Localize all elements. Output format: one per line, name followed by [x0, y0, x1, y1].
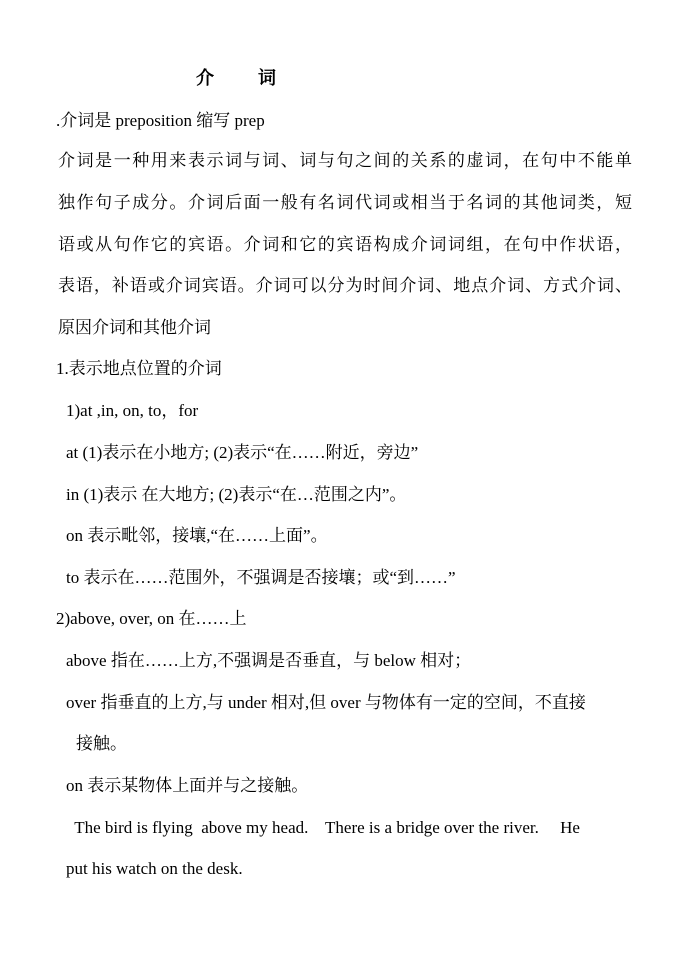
- list-item: above 指在……上方,不强调是否垂直，与 below 相对；: [66, 651, 472, 670]
- section-heading: 1.表示地点位置的介词: [56, 359, 222, 378]
- subsection-1-heading: 1)at ,in, on, to，for: [66, 401, 199, 420]
- definition-line-3: 语或从句作它的宾语。介词和它的宾语构成介词词组，在句中作状语，: [58, 235, 632, 254]
- example-line-1: The bird is flying above my head. There is a bridge over the river. He: [66, 818, 580, 837]
- definition-line-4: 表语，补语或介词宾语。介词可以分为时间介词、地点介词、方式介词、: [58, 276, 632, 295]
- list-item: over 指垂直的上方,与 under 相对,但 over 与物体有一定的空间，不直接: [66, 693, 586, 712]
- list-item: 接触。: [76, 734, 127, 753]
- intro-line: .介词是 preposition 缩写 prep: [56, 111, 265, 130]
- list-item: at (1)表示在小地方; (2)表示“在……附近，旁边”: [66, 443, 419, 462]
- list-item: in (1)表示 在大地方; (2)表示“在…范围之内”。: [66, 485, 407, 504]
- definition-line-1: 介词是一种用来表示词与词、词与句之间的关系的虚词，在句中不能单: [58, 151, 632, 170]
- title-part-1: 介: [196, 68, 214, 88]
- list-item: to 表示在……范围外，不强调是否接壤；或“到……”: [66, 568, 456, 587]
- subsection-2-heading: 2)above, over, on 在……上: [56, 609, 247, 628]
- title-part-2: 词: [258, 68, 276, 88]
- list-item: on 表示某物体上面并与之接触。: [66, 776, 309, 795]
- definition-line-5: 原因介词和其他介词: [58, 318, 211, 337]
- definition-line-2: 独作句子成分。介词后面一般有名词代词或相当于名词的其他词类，短: [58, 193, 632, 212]
- example-line-2: put his watch on the desk.: [66, 859, 243, 878]
- list-item: on 表示毗邻，接壤,“在……上面”。: [66, 526, 328, 545]
- page-title: [196, 66, 276, 90]
